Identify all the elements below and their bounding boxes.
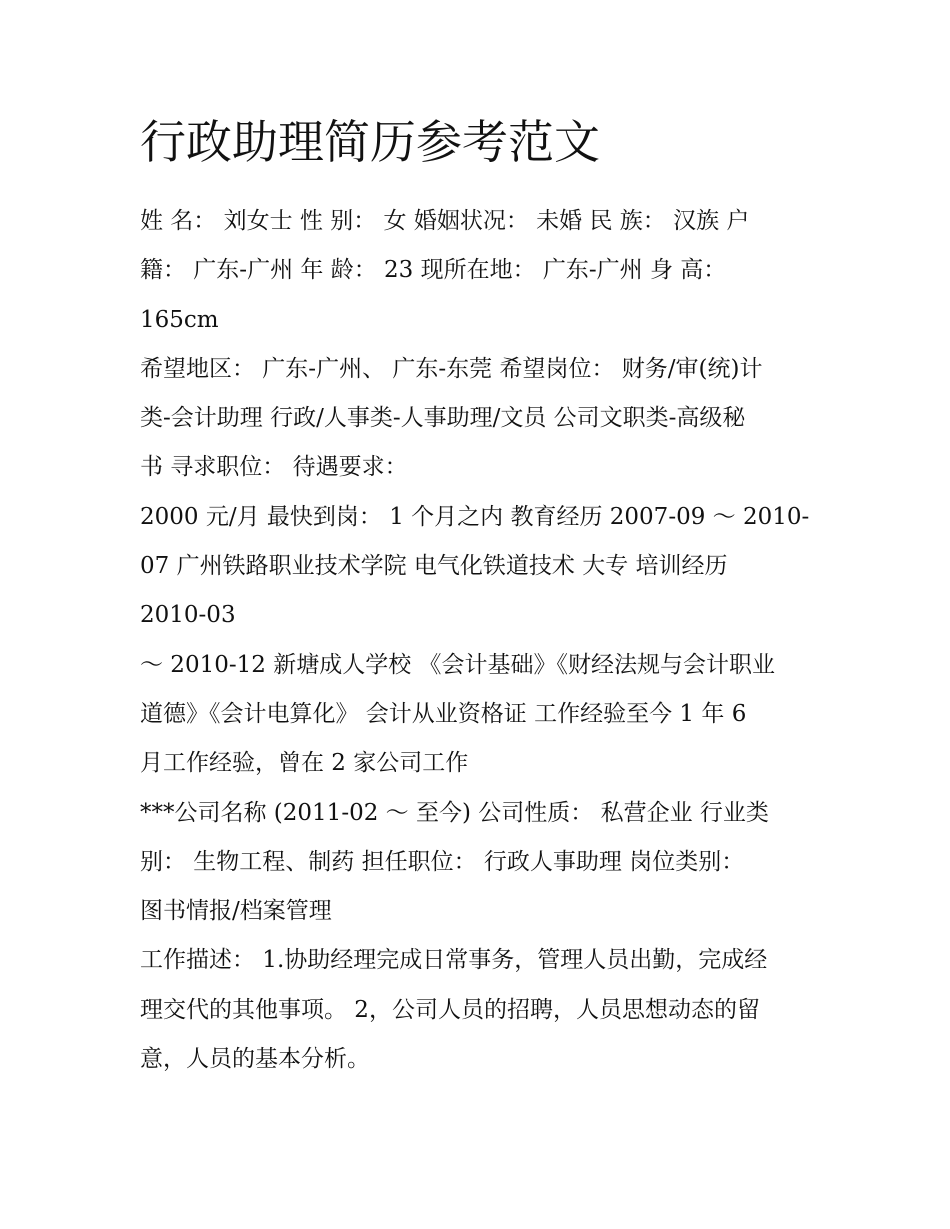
body-line: 工作描述： 1.协助经理完成日常事务，管理人员出勤，完成经 [140,947,768,974]
body-line: 类-会计助理 行政/人事类-人事助理/文员 公司文职类-高级秘 [140,405,746,432]
document-title: 行政助理简历参考范文 [140,115,600,169]
body-line: 月工作经验，曾在 2 家公司工作 [140,750,469,777]
body-line: 别： 生物工程、制药 担任职位： 行政人事助理 岗位类别： [140,848,745,875]
body-line: 07 广州铁路职业技术学院 电气化铁道技术 大专 培训经历 [140,553,728,580]
body-line: 图书情报/档案管理 [140,898,332,925]
body-line: 2010-03 [140,602,236,629]
body-line: ***公司名称 (2011-02 ～ 至今) 公司性质： 私营企业 行业类 [140,799,769,826]
body-line: 理交代的其他事项。 2，公司人员的招聘，人员思想动态的留 [140,996,760,1023]
body-line: 意，人员的基本分析。 [140,1046,370,1073]
body-line: 2000 元/月 最快到岗： 1 个月之内 教育经历 2007-09 ～ 2010- [140,503,810,530]
body-line: 籍： 广东-广州 年 龄： 23 现所在地： 广东-广州 身 高： [140,257,727,284]
body-line: ～ 2010-12 新塘成人学校 《会计基础》《财经法规与会计职业 [140,651,776,678]
body-line: 书 寻求职位： 待遇要求： [140,454,408,481]
body-line: 希望地区： 广东-广州、 广东-东莞 希望岗位： 财务/审(统)计 [140,355,763,382]
body-line: 道德》《会计电算化》 会计从业资格证 工作经验至今 1 年 6 [140,700,747,727]
body-line: 165cm [140,306,219,333]
document-body [140,197,820,1084]
body-line: 姓 名： 刘女士 性 别： 女 婚姻状况： 未婚 民 族： 汉族 户 [140,208,750,234]
